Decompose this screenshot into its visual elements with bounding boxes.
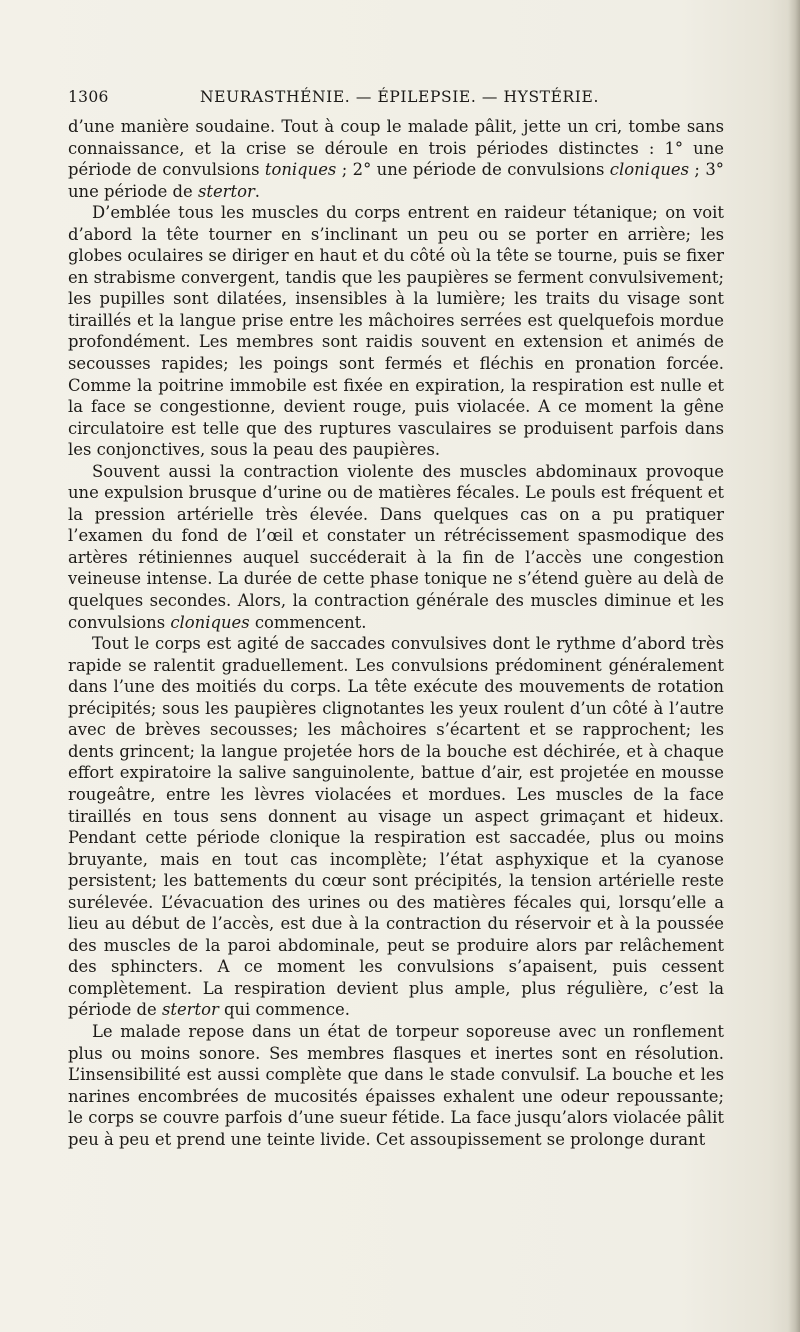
page-number: 1306: [68, 88, 109, 106]
italic-term: cloniques: [609, 160, 690, 180]
italic-term: toniques: [264, 160, 337, 180]
text-segment: Tout le corps est agité de saccades convulsives dont le rythme d’abord très rapide se ralentit graduellement. Les convulsions prédominent généralement dans l’une des moitiés du corps. La tête exécute des mouvements de rotation précipités; sous les paupières clignotantes les yeux roulent d’un côté à l’autre avec de brèves secousses; les mâchoires s’écartent et se rapprochent; les dents grincent; la langue projetée hors de la bouche est déchirée, et à chaque effort expiratoire la salive sanguinolente, battue d’air, est projetée en mousse rougeâtre, entre les lèvres violacées et mordues. Les muscles de la face tiraillés en tous sens donnent au visage un aspect grimaçant et hideux. Pendant cette période clonique la respiration est saccadée, plus ou moins bruyante, mais en tout cas incomplète; l’état asphyxique et la cyanose persistent; les battements du cœur sont précipités, la tension artérielle reste surélevée. L’évacuation des urines ou des matières fécales qui, lorsqu’elle a lieu au début de l’accès, est due à la contraction du réservoir et à la poussée des muscles de la paroi abdominale, peut se produire alors par relâchement des sphincters. A ce moment les convulsions s’apaisent, puis cessent complètement. La respiration devient plus ample, plus régulière, c’est la période de: [68, 634, 724, 1020]
text-segment: ; 3° une période de: [68, 160, 724, 201]
running-title: NEURASTHÉNIE. — ÉPILEPSIE. — HYSTÉRIE.: [200, 88, 599, 106]
text-segment: D’emblée tous les muscles du corps entrent en raideur tétanique; on voit d’abord la tête tourner en s’inclinant un peu ou se porter en arrière; les globes oculaires se diriger en haut et du côté où la tête se tourne, puis se fixer en strabisme convergent, tandis que les paupières se ferment convulsivement; les pupilles sont dilatées, insensibles à la lumière; les traits du visage sont tiraillés et la langue prise entre les mâchoires serrées est quelquefois mordue profondément. Les membres sont raidis souvent en extension et animés de secousses rapides; les poings sont fermés et fléchis en pronation forcée. Comme la poitrine immobile est fixée en expiration, la respiration est nulle et la face se congestionne, devient rouge, puis violacée. A ce moment la gêne circulatoire est telle que des ruptures vasculaires se produisent parfois dans les conjonctives, sous la peau des paupières.: [68, 203, 724, 460]
text-segment: Le malade repose dans un état de torpeur soporeuse avec un ronflement plus ou moins sonore. Ses membres flasques et inertes sont en résolution. L’insensibilité est aussi complète que dans le stade convulsif. La bouche et les narines encombrées de mucosités épaisses exhalent une odeur repoussante; le corps se couvre parfois d’une sueur fétide. La face jusqu’alors violacée pâlit peu à peu et prend une teinte livide. Cet assoupissement se prolonge durant: [68, 1021, 724, 1149]
italic-term: stertor: [197, 181, 255, 201]
paragraph: [68, 461, 724, 633]
paragraph: [68, 116, 724, 202]
page-edge-shadow: [788, 0, 800, 1332]
paragraph: [68, 202, 724, 461]
text-segment: ; 2° une période de convulsions: [336, 160, 610, 180]
italic-term: stertor: [161, 1000, 219, 1020]
text-segment: qui commence.: [218, 1000, 350, 1020]
running-header: [68, 88, 724, 110]
text-segment: .: [254, 181, 261, 201]
text-segment: d’une manière soudaine. Tout à coup le malade pâlit, jette un cri, tombe sans connaissance, et la crise se déroule en trois périodes distinctes : 1° une période de convulsions: [68, 117, 724, 180]
italic-term: cloniques: [170, 612, 250, 632]
text-segment: Souvent aussi la contraction violente des muscles abdominaux provoque une expulsion brusque d’urine ou de matières fécales. Le pouls est fréquent et la pression artérielle très élevée. Dans quelques cas on a pu pratiquer l’examen du fond de l’œil et constater un rétrécissement spasmodique des artères rétiniennes auquel succéderait à la fin de l’accès une congestion veineuse intense. La durée de cette phase tonique ne s’étend guère au delà de quelques secondes. Alors, la contraction générale des muscles diminue et les convulsions: [68, 461, 724, 632]
text-segment: commencent.: [249, 612, 367, 632]
body-text: [68, 116, 724, 1150]
paragraph: [68, 633, 724, 1021]
paragraph: [68, 1021, 724, 1150]
